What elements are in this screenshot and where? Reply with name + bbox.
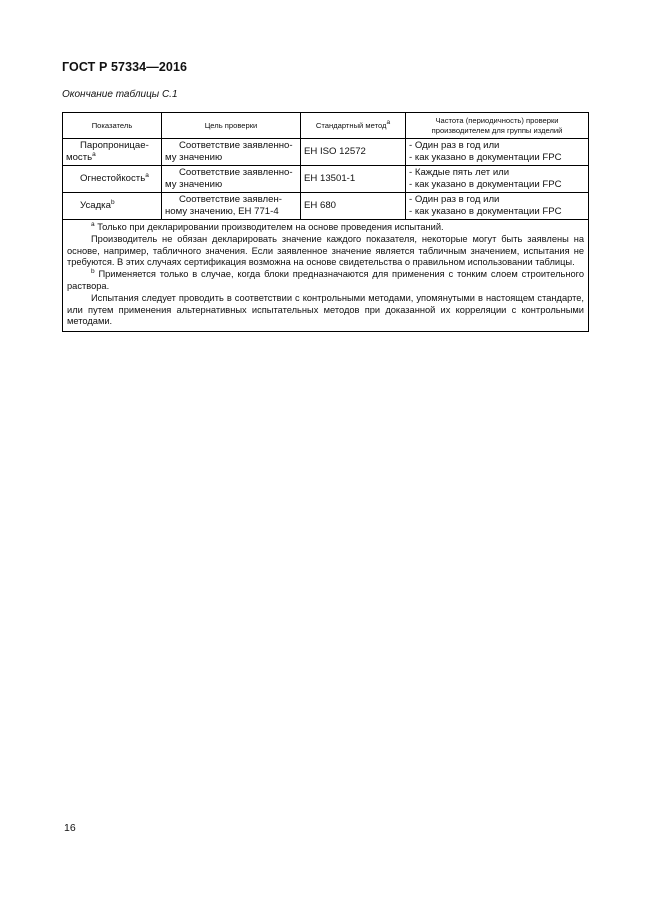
footnote-marker: a [386,118,391,126]
cell-indicator: Усадка$^b$ [63,193,162,220]
table-row [63,193,589,220]
cell-purpose: Соответствие заявлен-ному значению, ЕН 771-4 [162,193,301,220]
footnote-marker: a [145,172,149,179]
footnote-a: $^a$ Только при декларировании производителем на основе проведения испытаний. [91,221,444,232]
column-header-frequency: Частота (периодичность) проверки производителем для группы изделий [406,113,589,139]
cell-method: ЕН 680 [301,193,406,220]
footnote-b: $^b$ Применяется только в случае, когда блоки предназначаются для применения с тонким слоем строительного раствора. [67,268,585,291]
cell-frequency: - Один раз в год или - как указано в документации FPC [406,139,589,166]
control-table [62,112,589,332]
footnote-a-paragraph: Производитель не обязан декларировать значение каждого показателя, некоторые могут быть заявлены на основе, например, табличного значения. Если заявленное значение является табличным значением, испытания не требуются. В этих случаях сертификация возможна на основе свидетельства о правильном использовании таблицы. [67,233,584,268]
cell-indicator: Огнестойкость$^a$ [63,166,162,193]
cell-indicator: Паропроницае-мость$^a$ [63,139,162,166]
table-row [63,139,589,166]
footnote-marker: b [110,199,115,206]
cell-purpose: Соответствие заявленно-му значению [162,166,301,193]
cell-purpose: Соответствие заявленно-му значению [162,139,301,166]
column-header-purpose: Цель проверки [162,113,301,139]
table-row [63,166,589,193]
column-header-indicator: Показатель [63,113,162,139]
table-notes-row [63,220,589,332]
table-header-row [63,113,589,139]
column-header-method: Стандартный метод$^a$ [301,113,406,139]
table-caption: Окончание таблицы С.1 [62,89,178,100]
footnote-marker: a [92,151,96,158]
general-note: Испытания следует проводить в соответствии с контрольными методами, упомянутыми в настоящем стандарте, или путем применения альтернативных испытательных методов при доказанной их корреляции с контрольными методами. [67,292,584,327]
document-code: ГОСТ Р 57334—2016 [62,60,188,74]
cell-frequency: - Каждые пять лет или - как указано в документации FPC [406,166,589,193]
cell-method: ЕН ISO 12572 [301,139,406,166]
page-number: 16 [64,822,76,834]
table-notes [63,220,589,332]
cell-frequency: - Один раз в год или - как указано в документации FPC [406,193,589,220]
cell-method: ЕН 13501-1 [301,166,406,193]
